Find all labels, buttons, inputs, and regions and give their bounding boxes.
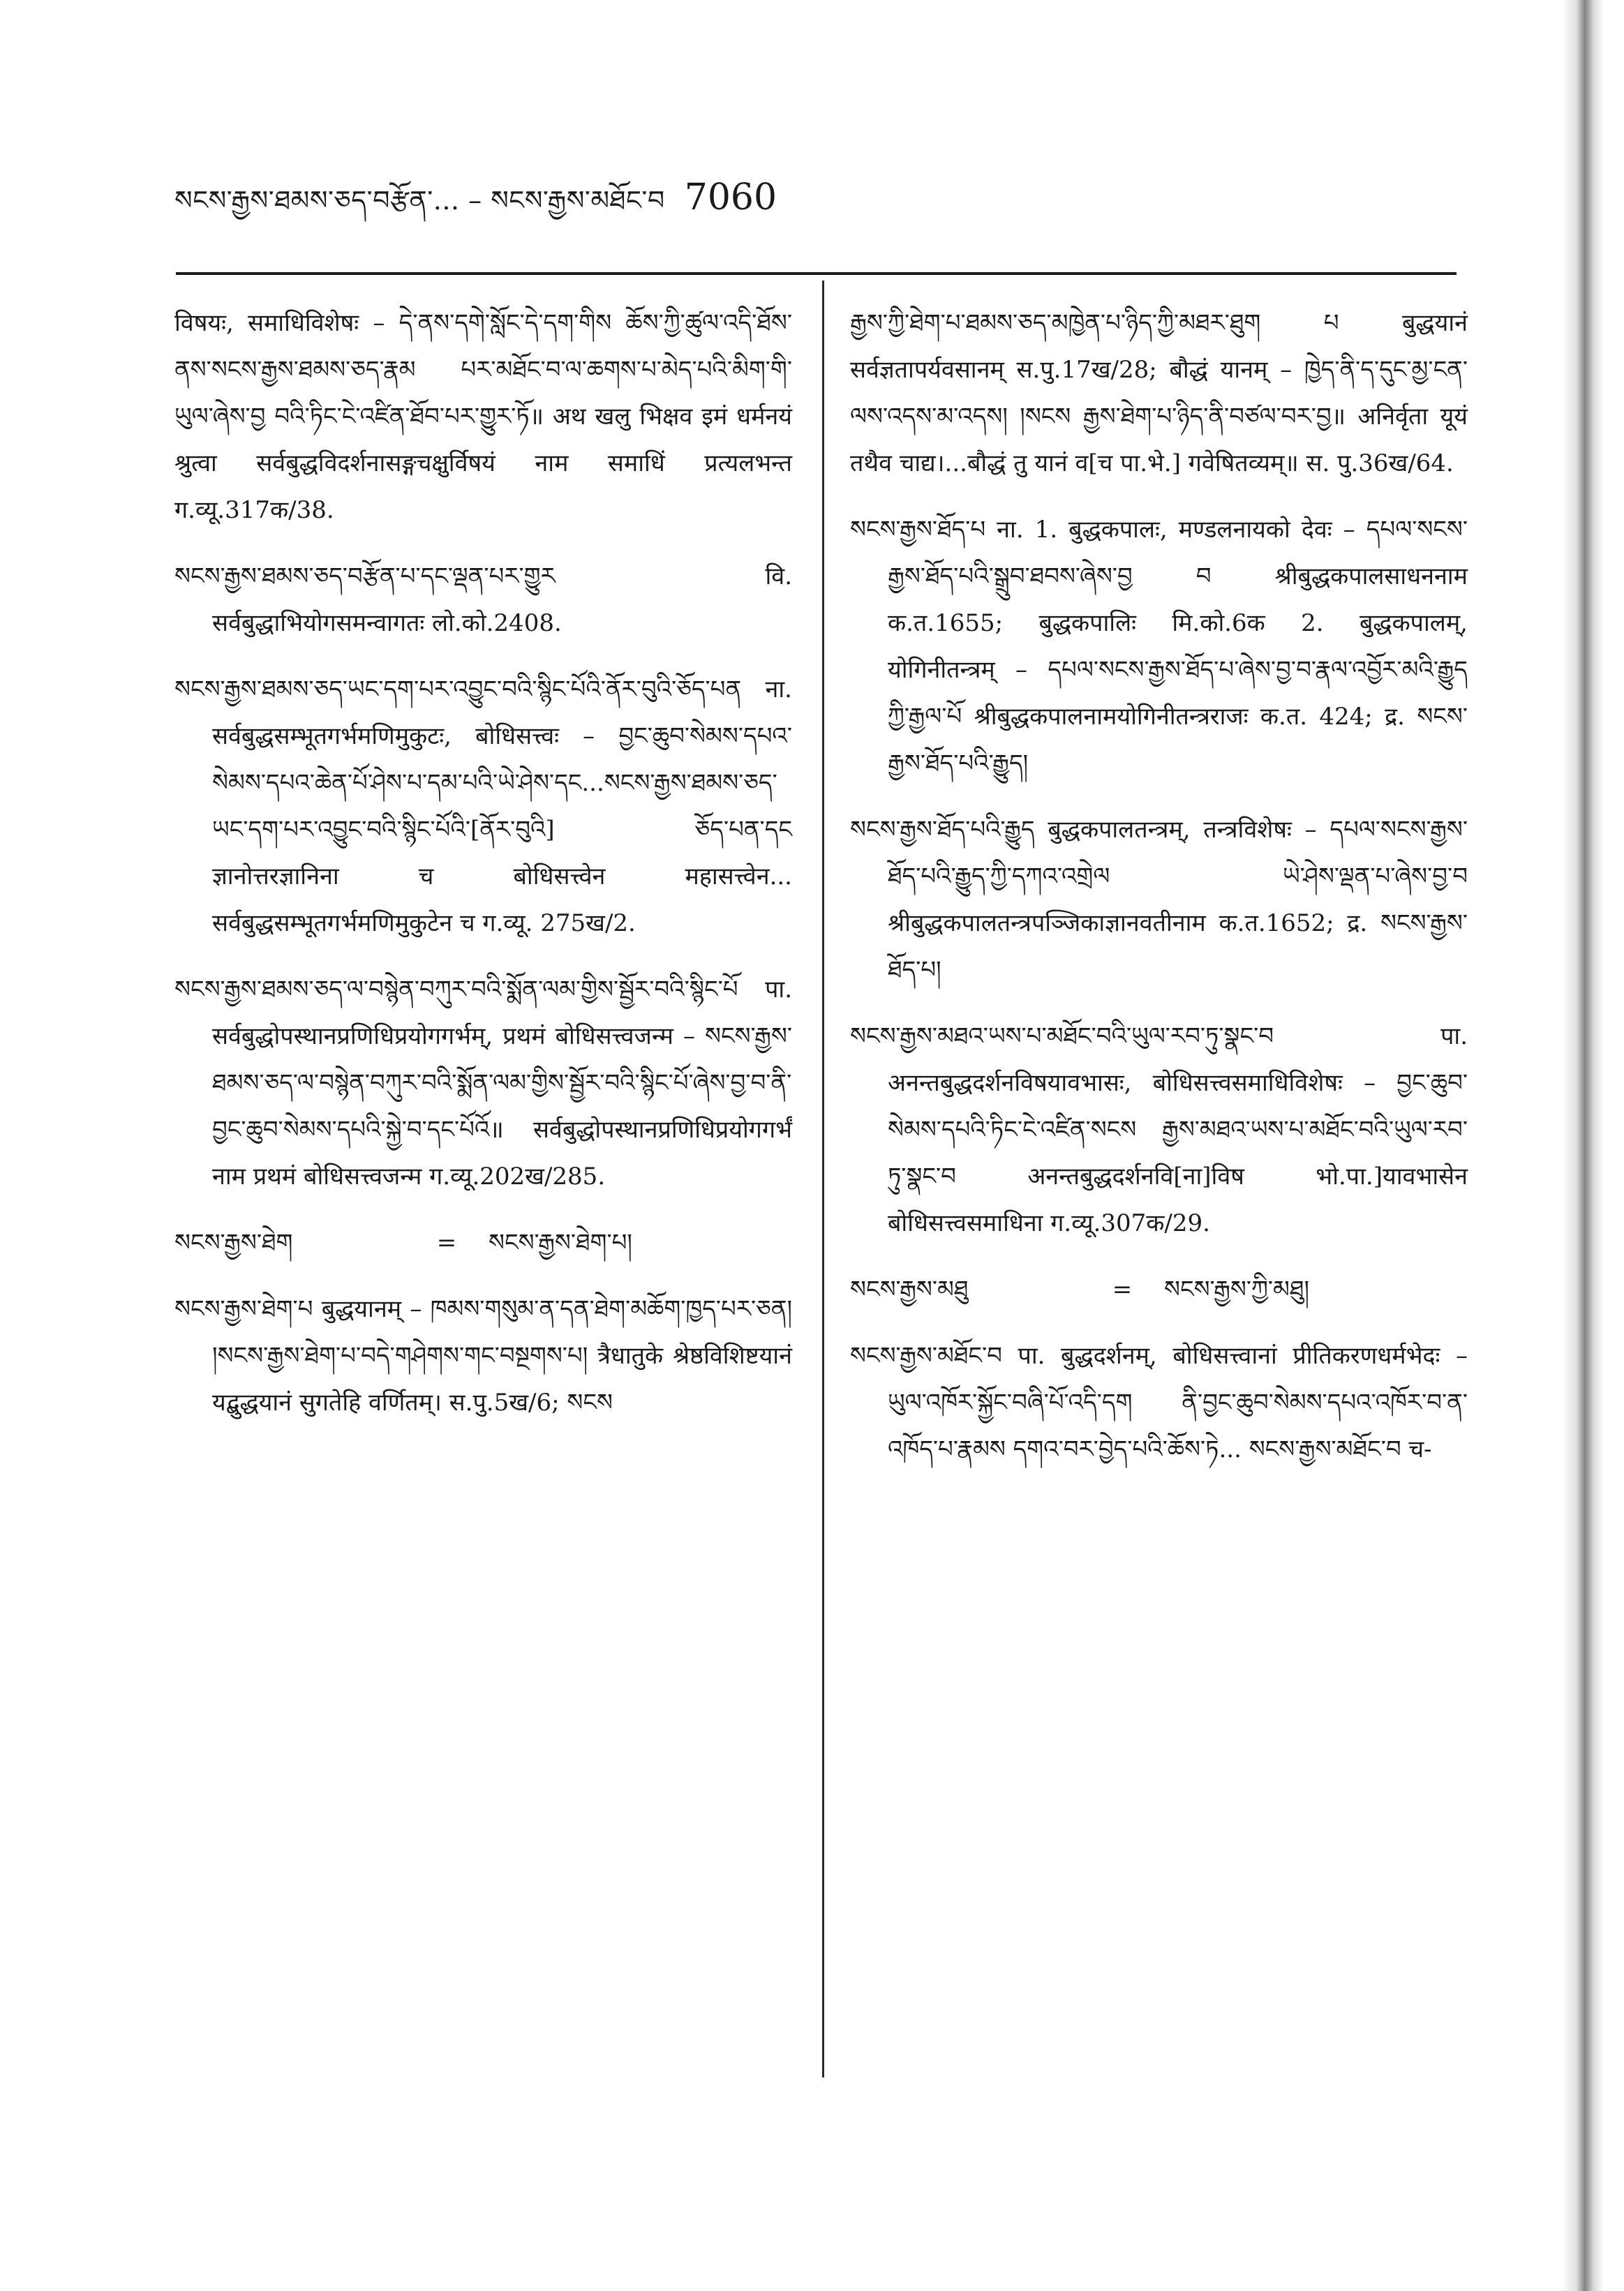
entry-text: སངས་རྒྱས་ཐོད་པའི་རྒྱུད बुद्धकपालतन्त्रम्, तन्त्रविशेषः – དཔལ་སངས་རྒྱས་ཐོད་པའི་རྒྱུད་ཀྱི་དཀའ་འགྲེལ ཡེ་ཤེས་ལྡན་པ་ཞེས་བྱ་བ श्रीबुद्धकपालतन्त्रपञ्जिकाज्ञानवतीनाम क.त.1652; द्र. སངས་རྒྱས་ཐོད་པ།	[850, 816, 1468, 984]
column-divider	[822, 281, 824, 2077]
xref-equals: =	[1112, 1276, 1133, 1304]
entry-text: སངས་རྒྱས་ཐམས་ཅད་ལ་བསྙེན་བཀུར་བའི་སྨོན་ལམ་གྱིས་སྦྱོར་བའི་སྙིང་པོ पा. सर्वबुद्धोपस्थानप्रणिधिप्रयोगगर्भम्, प्रथमं बोधिसत्त्वजन्म – སངས་རྒྱས་ཐམས་ཅད་ལ་བསྙེན་བཀུར་བའི་སྨོན་ལམ་གྱིས་སྦྱོར་བའི་སྙིང་པོ་ཞེས་བྱ་བ་ནི་བྱང་ཆུབ་སེམས་དཔའི་སྐྱེ་བ་དང་པོའོ॥ सर्वबुद्धोपस्थानप्रणिधिप्रयोगगर्भं नाम प्रथमं बोधिसत्त्वजन्म ग.व्यू.202ख/285.	[174, 976, 792, 1191]
xref-headword: སངས་རྒྱས་ཐེག	[174, 1229, 293, 1257]
xref-target: སངས་རྒྱས་ཀྱི་མཐུ།	[1164, 1276, 1310, 1304]
entry-text: སངས་རྒྱས་ཐེག་པ बुद्धयानम् – ཁམས་གསུམ་ན་དན་ཐེག་མཆོག་ཁྱད་པར་ཅན། །སངས་རྒྱས་ཐེག་པ་བདེ་གཤེགས་གང་བསྔགས་པ། त्रैधातुके श्रेष्ठविशिष्टयानं यद्बुद्धयानं सुगतेहि वर्णितम्। स.पु.5ख/6; སངས	[174, 1295, 792, 1417]
entry-text: སངས་རྒྱས་ཐོད་པ ना. 1. बुद्धकपालः, मण्डलनायको देवः – དཔལ་སངས་རྒྱས་ཐོད་པའི་སྒྲུབ་ཐབས་ཞེས་བྱ བ श्रीबुद्धकपालसाधननाम क.त.1655; बुद्धकपालिः मि.को.6क 2. बुद्धकपालम्, योगिनीतन्त्रम् – དཔལ་སངས་རྒྱས་ཐོད་པ་ཞེས་བྱ་བ་རྣལ་འབྱོར་མའི་རྒྱུད ཀྱི་རྒྱལ་པོ श्रीबुद्धकपालनामयोगिनीतन्त्रराजः क.त. 424; द्र. སངས་རྒྱས་ཐོད་པའི་རྒྱུད།	[850, 516, 1468, 777]
right-column	[850, 300, 1468, 1493]
xref-headword: སངས་རྒྱས་མཐུ	[850, 1276, 969, 1304]
xref-target: སངས་རྒྱས་ཐེག་པ།	[489, 1229, 632, 1257]
running-header	[174, 171, 872, 220]
left-column	[174, 300, 792, 1446]
header-rule	[176, 272, 1457, 275]
entry-text: སངས་རྒྱས་མཐོང་བ पा. बुद्धदर्शनम्, बोधिसत्त्वानां प्रीतिकरणधर्मभेदः – ཡུལ་འཁོར་སྐྱོང་བཞི་པོ་འདི་དག ནི་བྱང་ཆུབ་སེམས་དཔའ་འཁོར་བ་ན་འཁོད་པ་རྣམས དགའ་བར་བྱེད་པའི་ཆོས་ཏེ... སངས་རྒྱས་མཐོང་བ च-	[850, 1342, 1468, 1463]
cross-reference	[850, 1267, 1468, 1313]
page-number: 7060	[684, 177, 777, 218]
entry-text: རྒྱས་ཀྱི་ཐེག་པ་ཐམས་ཅད་མཁྱེན་པ་ཉིད་ཀྱི་མཐར་ཐུག པ बुद्धयानं सर्वज्ञतापर्यवसानम् स.पु.17ख/28; बौद्धं यानम् – ཁྱེད་ནི་ད་དུང་མྱ་ངན་ལས་འདས་མ་འདས། །སངས རྒྱས་ཐེག་པ་ཉིད་ནི་བཙལ་བར་བྱ॥ अनिर्वृता यूयं तथैव चाद्य।...बौद्धं तु यानं व[च पा.भे.] गवेषितव्यम्॥ स. पु.36ख/64.	[850, 309, 1468, 477]
entry-text: སངས་རྒྱས་མཐའ་ཡས་པ་མཐོང་བའི་ཡུལ་རབ་ཏུ་སྣང་བ पा. अनन्तबुद्धदर्शनविषयावभासः, बोधिसत्त्वसमाधिविशेषः – བྱང་ཆུབ་སེམས་དཔའི་ཏིང་ངེ་འཛིན་སངས རྒྱས་མཐའ་ཡས་པ་མཐོང་བའི་ཡུལ་རབ་ཏུ་སྣང་བ अनन्तबुद्धदर्शनवि[ना]विष भो.पा.]यावभासेन बोधिसत्त्वसमाधिना ग.व्यू.307क/29.	[850, 1022, 1468, 1237]
xref-equals: =	[436, 1229, 457, 1257]
entry-text: སངས་རྒྱས་ཐམས་ཅད་ཡང་དག་པར་འབྱུང་བའི་སྙིང་པོའི་ནོར་བུའི་ཅོད་པན ना. सर्वबुद्धसम्भूतगर्भमणिमुकुटः, बोधिसत्त्वः – བྱང་ཆུབ་སེམས་དཔའ་སེམས་དཔའ་ཆེན་པོ་ཤེས་པ་དམ་པའི་ཡེ་ཤེས་དང...སངས་རྒྱས་ཐམས་ཅད་ཡང་དག་པར་འབྱུང་བའི་སྙིང་པོའི་[ནོར་བུའི] ཅོད་པན་དང ज्ञानोत्तरज्ञानिना च बोधिसत्त्वेन महासत्त्वेन... सर्वबुद्धसम्भूतगर्भमणिमुकुटेन च ग.व्यू. 275ख/2.	[174, 676, 792, 937]
binding-spine	[1562, 0, 1604, 2291]
header-title: སངས་རྒྱས་ཐམས་ཅད་བརྩོན་... – སངས་རྒྱས་མཐོང་བ	[174, 185, 665, 216]
cross-reference	[174, 1220, 792, 1267]
entry-text: विषयः, समाधिविशेषः – དེ་ནས་དགེ་སློང་དེ་དག་གིས ཆོས་ཀྱི་ཚུལ་འདི་ཐོས་ནས་སངས་རྒྱས་ཐམས་ཅད་རྣམ པར་མཐོང་བ་ལ་ཆགས་པ་མེད་པའི་མིག་གི་ཡུལ་ཞེས་བྱ བའི་ཏིང་ངེ་འཛིན་ཐོབ་པར་གྱུར་ཏོ॥ अथ खलु भिक्षव इमं धर्मनयं श्रुत्वा सर्वबुद्धविदर्शनासङ्गचक्षुर्विषयं नाम समाधिं प्रत्यलभन्त ग.व्यू.317क/38.	[174, 309, 792, 524]
entry-text: སངས་རྒྱས་ཐམས་ཅད་བརྩོན་པ་དང་ལྡན་པར་གྱུར वि. सर्वबुद्धाभियोगसमन्वागतः लो.को.2408.	[174, 562, 792, 637]
